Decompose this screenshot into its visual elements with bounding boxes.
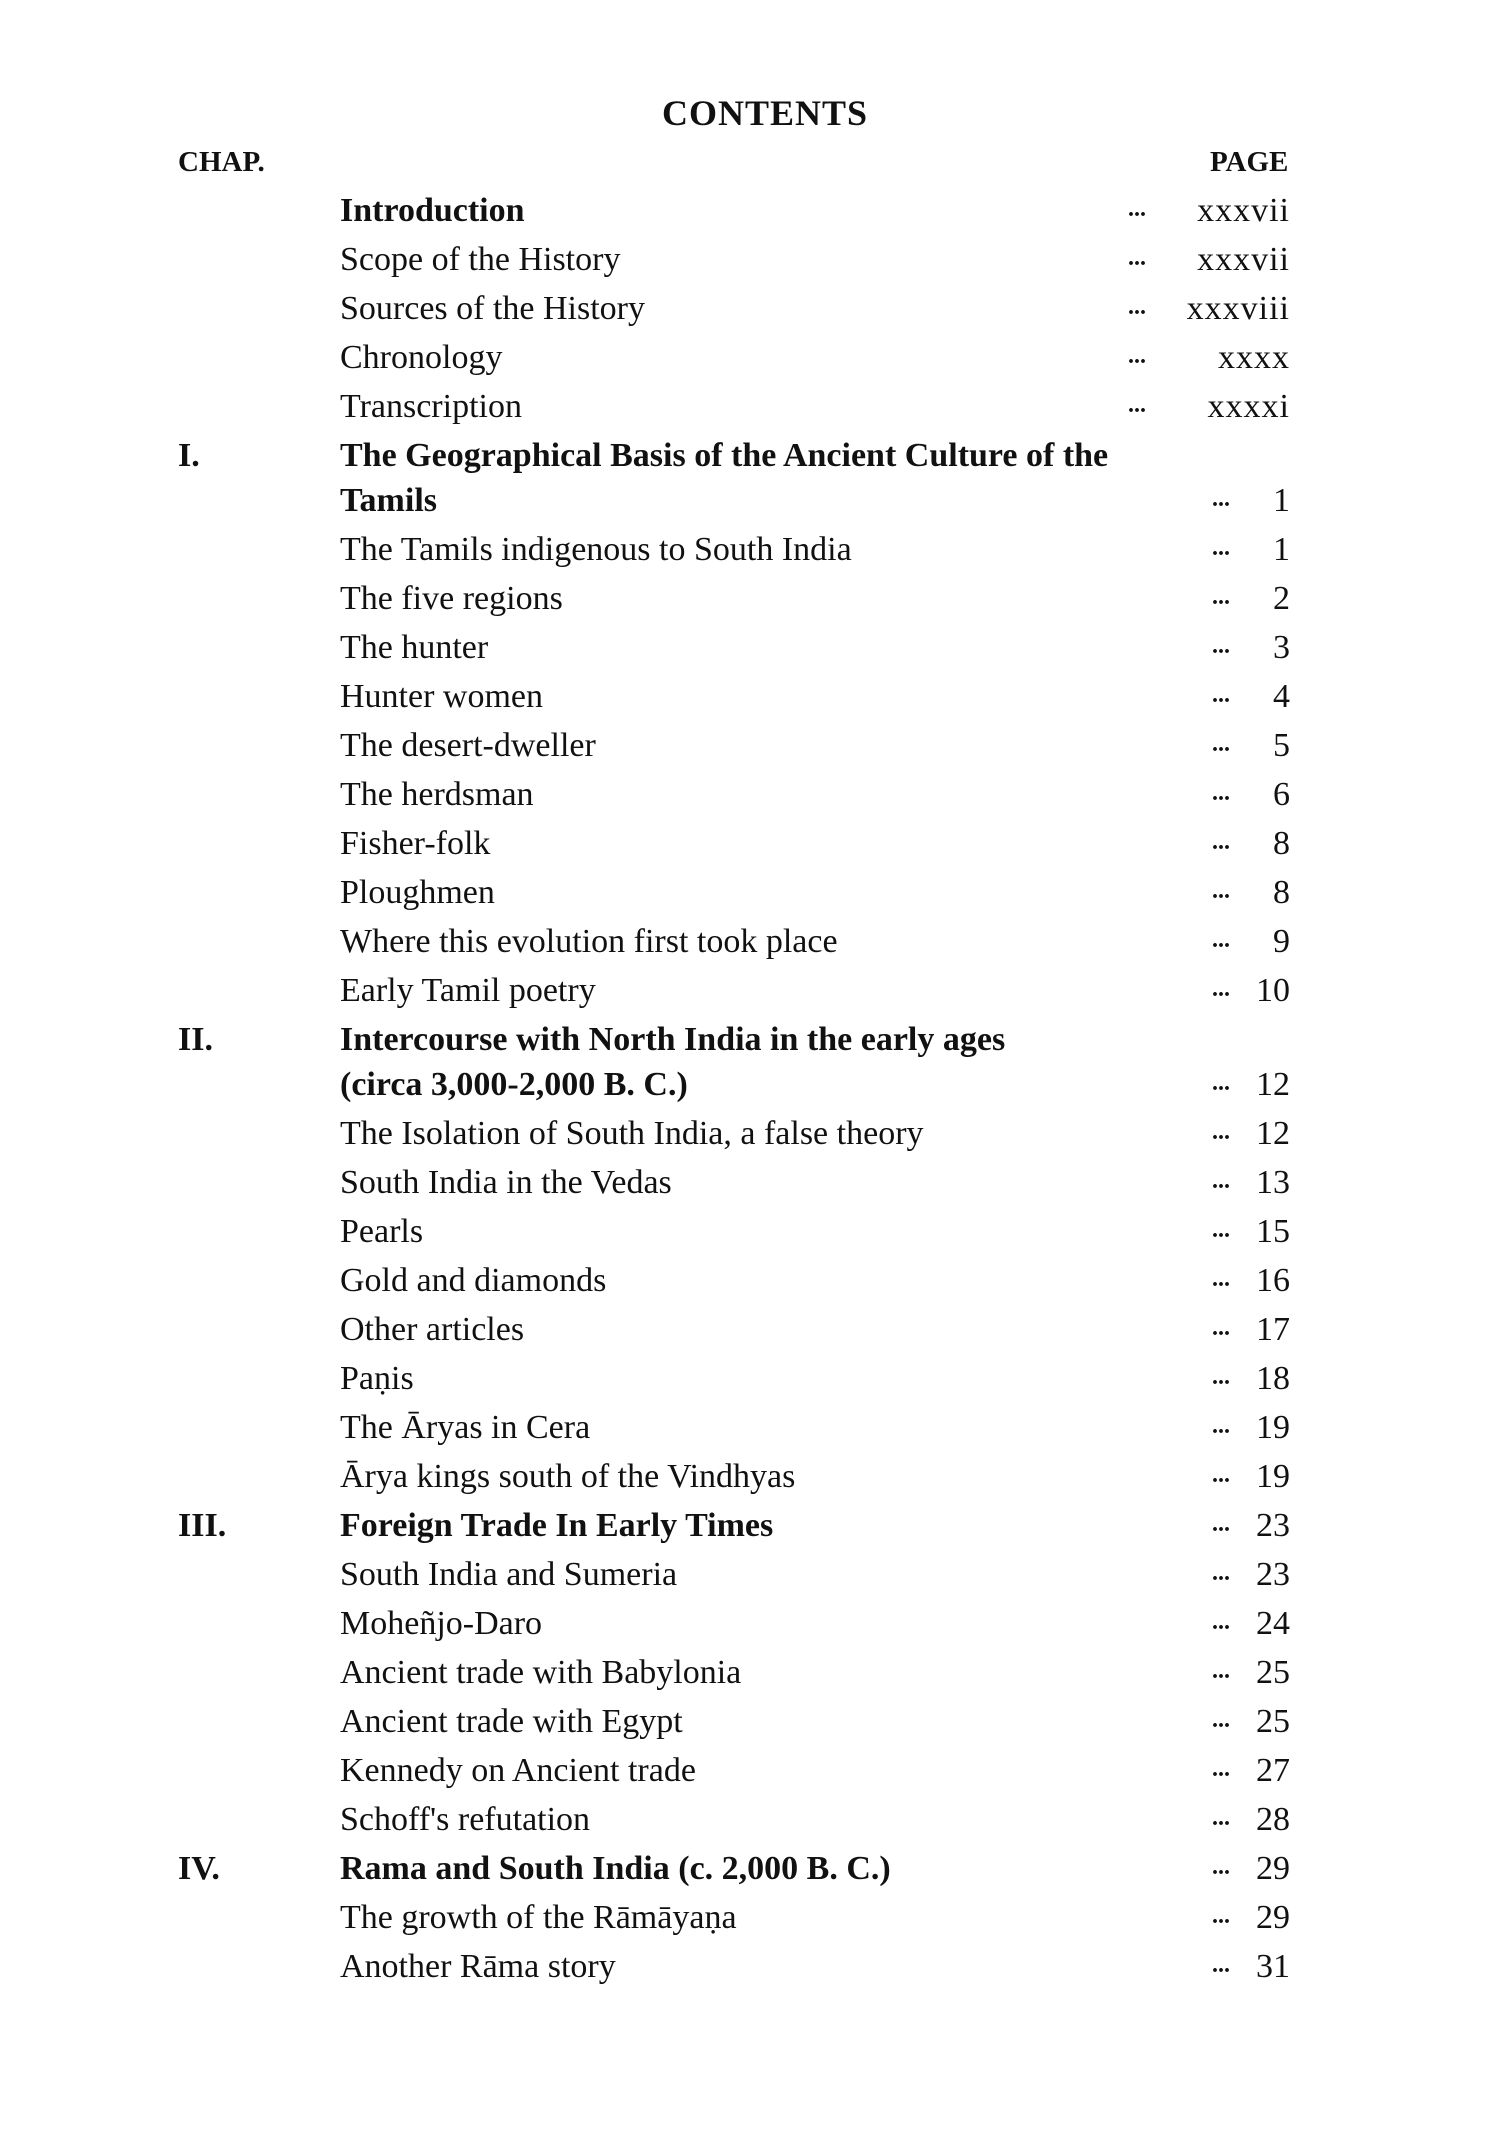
toc-entry <box>0 776 1500 826</box>
page-number: 3 <box>1273 629 1290 666</box>
page-number: xxxxi <box>1207 388 1290 425</box>
toc-entry <box>0 388 1500 438</box>
leader-dots: ... <box>1212 1119 1230 1145</box>
toc-entry <box>0 1703 1500 1753</box>
section-title: The Isolation of South India, a false theory <box>340 1115 924 1152</box>
leader-dots: ... <box>1212 1609 1230 1635</box>
toc-entry <box>0 1458 1500 1508</box>
leader-dots: ... <box>1212 1560 1230 1586</box>
leader-dots: ... <box>1212 1413 1230 1439</box>
section-title: Ancient trade with Babylonia <box>340 1654 742 1691</box>
section-title: Sources of the History <box>340 290 646 327</box>
section-title: Chronology <box>340 339 503 376</box>
toc-entry <box>0 482 1500 532</box>
chapter-number: II. <box>178 1021 213 1058</box>
page-number: 6 <box>1273 776 1290 813</box>
leader-dots: ... <box>1212 780 1230 806</box>
page-number: 31 <box>1256 1948 1290 1985</box>
page-title: CONTENTS <box>661 93 869 133</box>
chapter-title: Foreign Trade In Early Times <box>340 1507 774 1544</box>
chapter-title: Introduction <box>340 192 525 229</box>
chapter-title: Rama and South India (c. 2,000 B. C.) <box>340 1850 891 1887</box>
section-title: Where this evolution first took place <box>340 923 838 960</box>
page-number: 15 <box>1256 1213 1290 1250</box>
leader-dots: ... <box>1212 829 1230 855</box>
leader-dots: ... <box>1212 1707 1230 1733</box>
section-title: The five regions <box>340 580 563 617</box>
chapter-title: Tamils <box>340 482 438 519</box>
toc-entry <box>0 1164 1500 1214</box>
section-title: Ploughmen <box>340 874 495 911</box>
toc-entry <box>0 290 1500 340</box>
section-title: Moheñjo-Daro <box>340 1605 543 1642</box>
leader-dots: ... <box>1212 1756 1230 1782</box>
page-number: 4 <box>1273 678 1290 715</box>
section-title: The herdsman <box>340 776 534 813</box>
page-number: 2 <box>1273 580 1290 617</box>
leader-dots: ... <box>1212 1070 1230 1096</box>
toc-entry <box>0 1213 1500 1263</box>
leader-dots: ... <box>1212 1315 1230 1341</box>
section-title: Ancient trade with Egypt <box>340 1703 683 1740</box>
section-title: The desert-dweller <box>340 727 596 764</box>
page-number: xxxvii <box>1197 192 1290 229</box>
leader-dots: ... <box>1212 1658 1230 1684</box>
toc-entry <box>0 1115 1500 1165</box>
leader-dots: ... <box>1128 196 1146 222</box>
section-title: Early Tamil poetry <box>340 972 596 1009</box>
leader-dots: ... <box>1212 976 1230 1002</box>
toc-entry <box>0 678 1500 728</box>
page-number: 25 <box>1256 1703 1290 1740</box>
page-number: 23 <box>1256 1556 1290 1593</box>
toc-entry <box>0 972 1500 1022</box>
leader-dots: ... <box>1212 1217 1230 1243</box>
leader-dots: ... <box>1212 1364 1230 1390</box>
toc-entry <box>0 1605 1500 1655</box>
toc-entry <box>0 1801 1500 1851</box>
page-number: xxxviii <box>1186 290 1290 327</box>
page-number: 28 <box>1256 1801 1290 1838</box>
leader-dots: ... <box>1212 682 1230 708</box>
leader-dots: ... <box>1212 731 1230 757</box>
chap-column-header: CHAP. <box>178 146 265 178</box>
leader-dots: ... <box>1212 878 1230 904</box>
toc-entry <box>0 531 1500 581</box>
toc-entry <box>0 1948 1500 1998</box>
toc-entry <box>0 1021 1500 1071</box>
section-title: Schoff's refutation <box>340 1801 591 1838</box>
chapter-title: The Geographical Basis of the Ancient Culture of the <box>340 437 1109 474</box>
page-column-header: PAGE <box>1210 146 1289 178</box>
section-title: Other articles <box>340 1311 525 1348</box>
page-number: 23 <box>1256 1507 1290 1544</box>
page-number: 13 <box>1256 1164 1290 1201</box>
page-number: xxxx <box>1218 339 1290 376</box>
toc-entry <box>0 339 1500 389</box>
toc-entry <box>0 1360 1500 1410</box>
section-title: The Āryas in Cera <box>340 1409 591 1446</box>
leader-dots: ... <box>1212 927 1230 953</box>
page-number: 29 <box>1256 1899 1290 1936</box>
page-number: 18 <box>1256 1360 1290 1397</box>
chapter-number: III. <box>178 1507 227 1544</box>
section-title: South India in the Vedas <box>340 1164 672 1201</box>
section-title: Transcription <box>340 388 522 425</box>
toc-entry <box>0 1850 1500 1900</box>
toc-entry <box>0 241 1500 291</box>
leader-dots: ... <box>1128 343 1146 369</box>
toc-entry <box>0 1654 1500 1704</box>
toc-entry <box>0 629 1500 679</box>
section-title: Ārya kings south of the Vindhyas <box>340 1458 796 1495</box>
leader-dots: ... <box>1212 1805 1230 1831</box>
page-number: 27 <box>1256 1752 1290 1789</box>
page-number: 17 <box>1256 1311 1290 1348</box>
toc-entry <box>0 192 1500 242</box>
toc-entry <box>0 580 1500 630</box>
leader-dots: ... <box>1212 535 1230 561</box>
toc-entry <box>0 923 1500 973</box>
toc-entry <box>0 825 1500 875</box>
section-title: Fisher-folk <box>340 825 491 862</box>
chapter-number: I. <box>178 437 200 474</box>
leader-dots: ... <box>1212 584 1230 610</box>
leader-dots: ... <box>1212 1854 1230 1880</box>
section-title: South India and Sumeria <box>340 1556 678 1593</box>
section-title: The Tamils indigenous to South India <box>340 531 852 568</box>
section-title: Paṇis <box>340 1360 414 1397</box>
page-number: 19 <box>1256 1409 1290 1446</box>
page-number: 16 <box>1256 1262 1290 1299</box>
chapter-number: IV. <box>178 1850 220 1887</box>
section-title: Kennedy on Ancient trade <box>340 1752 696 1789</box>
section-title: Gold and diamonds <box>340 1262 607 1299</box>
page-number: 12 <box>1256 1115 1290 1152</box>
section-title: Hunter women <box>340 678 544 715</box>
page-number: 5 <box>1273 727 1290 764</box>
toc-entry <box>0 437 1500 487</box>
toc-entry <box>0 874 1500 924</box>
section-title: Another Rāma story <box>340 1948 616 1985</box>
leader-dots: ... <box>1128 245 1146 271</box>
toc-entry <box>0 1262 1500 1312</box>
leader-dots: ... <box>1212 1462 1230 1488</box>
section-title: Pearls <box>340 1213 424 1250</box>
page-number: 12 <box>1256 1066 1290 1103</box>
page-number: 10 <box>1256 972 1290 1009</box>
page-number: 1 <box>1273 482 1290 519</box>
toc-entry <box>0 1507 1500 1557</box>
toc-entry <box>0 1752 1500 1802</box>
page-number: 25 <box>1256 1654 1290 1691</box>
page-number: xxxvii <box>1197 241 1290 278</box>
page-number: 24 <box>1256 1605 1290 1642</box>
leader-dots: ... <box>1212 1903 1230 1929</box>
page-number: 9 <box>1273 923 1290 960</box>
leader-dots: ... <box>1128 294 1146 320</box>
toc-entry <box>0 1311 1500 1361</box>
section-title: Scope of the History <box>340 241 621 278</box>
leader-dots: ... <box>1212 633 1230 659</box>
leader-dots: ... <box>1212 486 1230 512</box>
page-number: 8 <box>1273 825 1290 862</box>
toc-entry <box>0 1409 1500 1459</box>
toc-entry <box>0 1899 1500 1949</box>
section-title: The hunter <box>340 629 489 666</box>
chapter-title: (circa 3,000-2,000 B. C.) <box>340 1066 688 1103</box>
page-number: 1 <box>1273 531 1290 568</box>
leader-dots: ... <box>1212 1511 1230 1537</box>
toc-entry <box>0 1066 1500 1116</box>
page-number: 19 <box>1256 1458 1290 1495</box>
page-number: 29 <box>1256 1850 1290 1887</box>
leader-dots: ... <box>1212 1266 1230 1292</box>
page-number: 8 <box>1273 874 1290 911</box>
leader-dots: ... <box>1212 1168 1230 1194</box>
chapter-title: Intercourse with North India in the early ages <box>340 1021 1006 1058</box>
toc-entry <box>0 727 1500 777</box>
leader-dots: ... <box>1212 1952 1230 1978</box>
section-title: The growth of the Rāmāyaṇa <box>340 1899 737 1936</box>
toc-entry <box>0 1556 1500 1606</box>
leader-dots: ... <box>1128 392 1146 418</box>
